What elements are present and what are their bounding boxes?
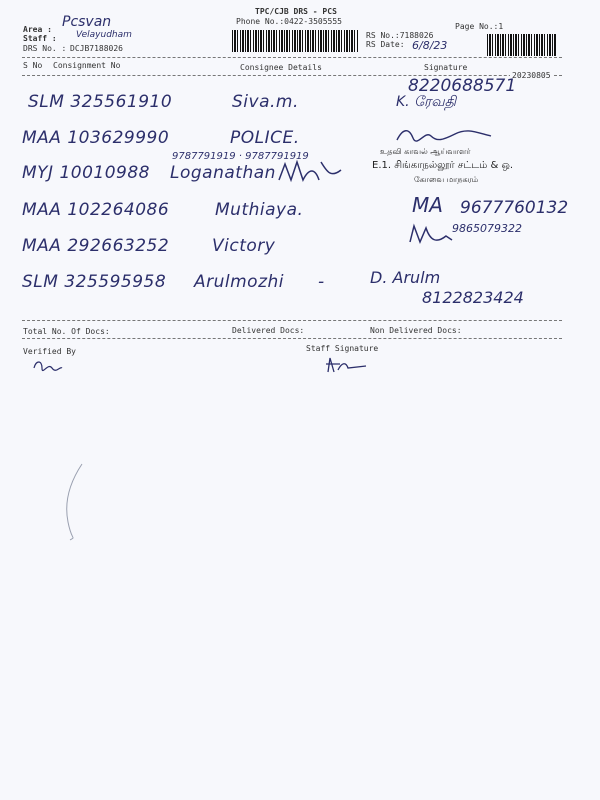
verified-by-signature xyxy=(32,358,64,372)
date-stamp: 20230805 xyxy=(512,71,551,80)
row6-phone: 8122823424 xyxy=(422,288,524,307)
row3-consignment: MYJ 10010988 xyxy=(22,163,150,183)
footer-rule-2 xyxy=(22,338,562,339)
non-delivered-docs-label: Non Delivered Docs: xyxy=(370,326,462,335)
staff-signature-label: Staff Signature xyxy=(306,344,379,353)
police-stamp-line1: உதவி காவல் ஆய்வாளர் xyxy=(380,147,471,156)
rs-date-value: 6/8/23 xyxy=(412,39,448,52)
row4-consignee: Muthiaya. xyxy=(215,200,304,220)
row3-phone: 9787791919 · 9787791919 xyxy=(172,151,309,162)
delivered-docs-label: Delivered Docs: xyxy=(232,326,305,335)
police-stamp-line3: கோவை மாநகரம் xyxy=(414,175,479,184)
row1-phone: 8220688571 xyxy=(408,76,517,96)
row4-consignment: MAA 102264086 xyxy=(22,200,170,220)
row6-signature: D. Arulm xyxy=(370,268,441,287)
staff-value: Velayudham xyxy=(76,30,132,40)
drs-number: DCJB7188026 xyxy=(70,44,123,53)
row5-phone: 9865079322 xyxy=(452,222,522,235)
row1-signature: K. ரேவதி xyxy=(396,94,457,110)
row1-consignee: Siva.m. xyxy=(232,92,299,112)
phone-number: Phone No.:0422-3505555 xyxy=(236,17,342,26)
row6-dash: - xyxy=(318,272,325,292)
staff-signature-mark xyxy=(322,354,370,376)
page-number: Page No.:1 xyxy=(455,22,504,31)
row5-consignment: MAA 292663252 xyxy=(22,236,170,256)
area-label: Area : xyxy=(23,25,52,34)
stray-pen-mark xyxy=(56,462,86,542)
col-signature: Signature xyxy=(424,63,468,72)
row6-consignment: SLM 325595958 xyxy=(22,272,167,292)
barcode-left xyxy=(232,30,358,52)
drs-label: DRS No. : xyxy=(23,44,67,53)
header-rule-top xyxy=(22,57,562,58)
row5-consignee: Victory xyxy=(212,236,276,256)
row3-consignee: Loganathan xyxy=(170,163,276,183)
row4-signature: MA xyxy=(412,193,443,217)
row5-signature xyxy=(406,222,454,248)
staff-label: Staff : xyxy=(23,34,57,43)
total-docs-label: Total No. Of Docs: xyxy=(23,327,110,336)
row3-signature xyxy=(275,158,345,186)
rs-number: RS No.:7188026 xyxy=(366,31,434,40)
row1-consignment: SLM 325561910 xyxy=(28,92,173,112)
verified-by-label: Verified By xyxy=(23,347,76,356)
row6-consignee: Arulmozhi xyxy=(194,272,284,292)
rs-date-label: RS Date: xyxy=(366,40,405,49)
police-stamp-line2: E.1. சிங்காநல்லூர் சட்டம் & ஒ. xyxy=(372,160,514,171)
col-consignment: Consignment No xyxy=(53,61,121,70)
footer-rule xyxy=(22,320,562,321)
row2-signature xyxy=(395,126,495,146)
document-title: TPC/CJB DRS - PCS xyxy=(255,7,337,16)
area-value: Pcsvan xyxy=(62,14,112,30)
row2-consignee: POLICE. xyxy=(230,128,300,148)
row4-phone: 9677760132 xyxy=(460,198,569,218)
col-consignee: Consignee Details xyxy=(240,63,322,72)
barcode-right xyxy=(487,34,557,56)
row2-consignment: MAA 103629990 xyxy=(22,128,170,148)
col-sno: S No xyxy=(23,61,43,70)
